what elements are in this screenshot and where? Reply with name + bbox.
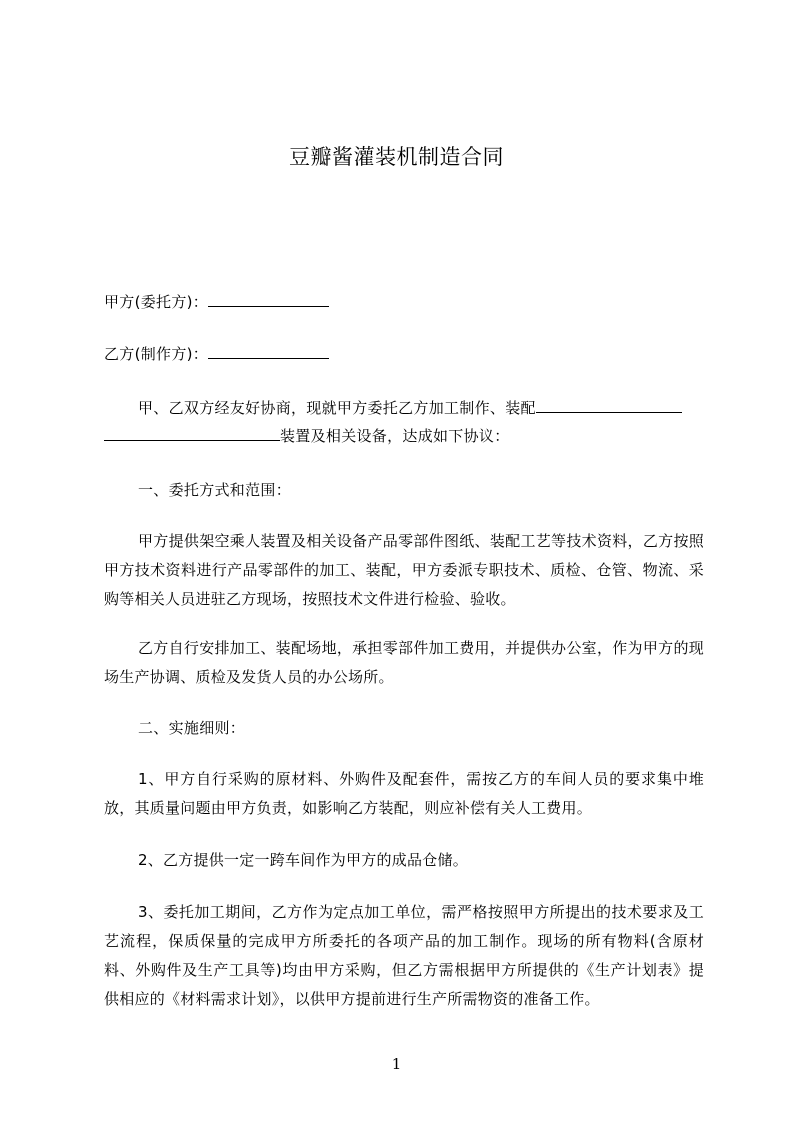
intro-line-2	[104, 426, 704, 446]
clause-1: 1、甲方自行采购的原材料、外购件及配套件，需按乙方的车间人员的要求集中堆放，其质量问题由甲方负责，如影响乙方装配，则应补偿有关人工费用。	[104, 770, 704, 817]
clause-2: 2、乙方提供一定一跨车间作为甲方的成品仓储。	[138, 851, 469, 869]
intro-text-part1: 甲、乙双方经友好协商，现就甲方委托乙方加工制作、装配	[138, 399, 536, 417]
contract-title: 豆瓣酱灌装机制造合同	[289, 145, 504, 169]
party-a-label: 甲方(委托方)：	[104, 293, 209, 311]
party-a-line	[104, 292, 704, 312]
section-1-paragraph-1: 甲方提供架空乘人装置及相关设备产品零部件图纸、装配工艺等技术资料，乙方按照甲方技术资料进行产品零部件的加工、装配，甲方委派专职技术、质检、仓管、物流、采购等相关人员进驻乙方现场，按照技术文件进行检验、验收。	[104, 532, 704, 608]
section-1-paragraph-2: 乙方自行安排加工、装配场地，承担零部件加工费用，并提供办公室，作为甲方的现场生产协调、质检及发货人员的办公场所。	[104, 639, 704, 686]
party-b-line	[104, 344, 704, 364]
clause-3: 3、委托加工期间，乙方作为定点加工单位，需严格按照甲方所提出的技术要求及工艺流程，保质保量的完成甲方所委托的各项产品的加工制作。现场的所有物料(含原材料、外购件及生产工具等)均由甲方采购，但乙方需根据甲方所提供的《生产计划表》提供相应的《材料需求计划》，以供甲方提前进行生产所需物资的准备工作。	[104, 903, 704, 1008]
party-a-blank	[208, 292, 329, 307]
section-1-heading: 一、委托方式和范围：	[138, 481, 292, 499]
section-2-heading: 二、实施细则：	[138, 719, 246, 737]
party-b-label: 乙方(制作方)：	[104, 345, 209, 363]
equipment-name-blank-2	[104, 426, 280, 441]
equipment-name-blank-1	[536, 398, 682, 413]
page-number: 1	[391, 1055, 402, 1073]
intro-line-1	[138, 398, 738, 418]
intro-text-part2: 装置及相关设备，达成如下协议：	[280, 427, 510, 445]
party-b-blank	[208, 344, 329, 359]
